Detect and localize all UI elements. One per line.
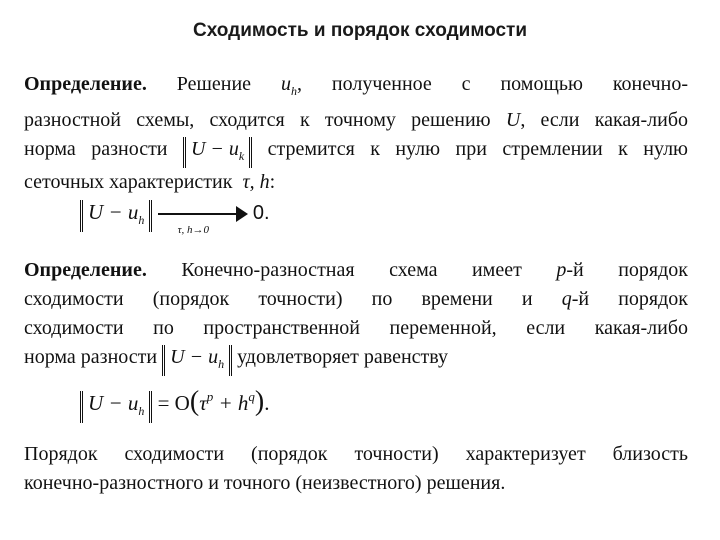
tau-power-p: $\tau^p + h^q$ <box>199 389 255 415</box>
def1-line-4 <box>24 168 688 197</box>
norm-U-minus-uh-2: $U - u_h$ <box>162 345 232 376</box>
limit-condition: τ, h→0 <box>177 224 210 237</box>
def2-text-4a: норма разности <box>24 346 158 368</box>
def2-text-2b: -й порядок <box>571 288 688 310</box>
arrow-right-icon <box>236 206 248 222</box>
norm-U-minus-uh-3: $U - u_h$ <box>80 391 152 423</box>
definition-1 <box>24 70 688 197</box>
symbols-tau-h: τ, h <box>242 171 270 193</box>
def1-line-3 <box>24 135 688 168</box>
limit-value: 0. <box>252 202 270 224</box>
symbol-q: q <box>561 288 572 310</box>
norm-U-minus-uh-1: $U - u_h$ <box>80 200 152 232</box>
def2-text-1b: -й порядок <box>566 259 689 281</box>
def2-text-4b: удовлетворяет равенству <box>237 346 449 368</box>
def2-line-3: сходимости по пространственной переменной, если какая-либо <box>24 317 688 339</box>
conclusion <box>24 440 688 498</box>
limit-arrow <box>158 202 248 237</box>
def2-text-1a: Конечно-разностная схема имеет <box>181 259 522 281</box>
def1-line-2 <box>24 106 688 135</box>
formula2-tail: . <box>264 391 270 415</box>
symbol-u-h: $u_h$ <box>280 73 297 98</box>
formula-order <box>80 386 269 423</box>
def1-text-3b: стремится к нулю при стремлении к нулю <box>267 138 688 160</box>
paren-open: ( <box>189 386 200 417</box>
def1-label: Определение. <box>24 73 147 95</box>
conclusion-line-2: конечно-разностного и точного (неизвестного) решения. <box>24 472 506 494</box>
definition-2 <box>24 256 688 376</box>
def2-line-2 <box>24 285 688 314</box>
def1-text-4b: : <box>269 171 276 193</box>
formula-convergence <box>80 200 270 237</box>
symbol-p: p <box>556 259 567 281</box>
def2-text-2a: сходимости (порядок точности) по времени и <box>24 288 533 310</box>
symbol-U: U <box>505 109 521 131</box>
def2-line-1 <box>24 256 688 285</box>
def2-line-4 <box>24 343 688 376</box>
page-title: Сходимость и порядок сходимости <box>192 20 528 41</box>
def1-line-1 <box>24 70 688 106</box>
def1-text-1a: Решение <box>176 73 252 95</box>
def1-text-2b: , если какая-либо <box>520 109 688 131</box>
norm-U-minus-uk: $U - u_k$ <box>183 137 252 168</box>
paren-close: ) <box>254 386 265 417</box>
def2-label: Определение. <box>24 259 147 281</box>
def1-text-2a: разностной схемы, сходится к точному решению <box>24 109 491 131</box>
def1-text-4a: сеточных характеристик <box>24 171 233 193</box>
big-o: = O <box>157 391 190 415</box>
def1-text-1b: , полученное с помощью конечно- <box>296 73 689 95</box>
def1-text-3a: норма разности <box>24 138 168 160</box>
conclusion-line-1: Порядок сходимости (порядок точности) характеризует близость <box>24 443 688 465</box>
